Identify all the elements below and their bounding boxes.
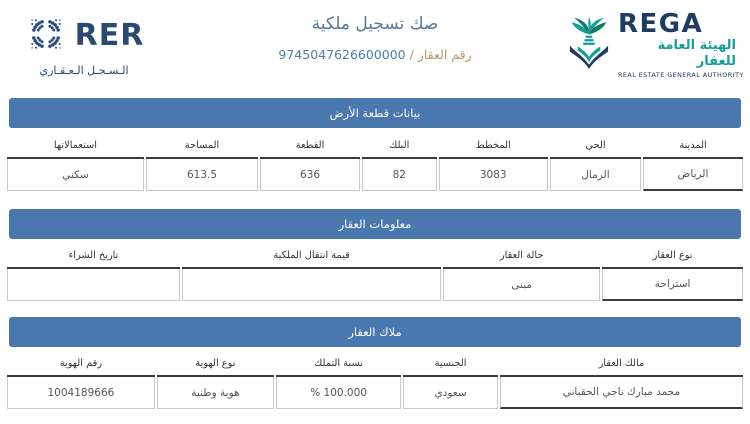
cell-district: الرمال [550,159,641,191]
rer-logo-arabic: الـسـجـل الـعـقـاري [39,64,129,77]
cell-property-type: استراحة [602,269,743,301]
land-table-data-row [7,159,743,191]
property-number-line [235,47,515,62]
page-title: صك تسجيل ملكية [311,14,439,34]
column-header-city: المدينة [643,134,743,159]
column-header-plan: المخطط [439,134,548,159]
property-number-value: 9745047626600000 [278,47,406,62]
property-number-label: رقم العقار / [409,47,472,62]
cell-uses: سكني [7,159,144,191]
rer-dots-icon [24,12,68,60]
column-header-ownership-percent: نسبة التملك [276,352,401,377]
cell-transfer-value [182,269,441,301]
column-header-uses: استعمالاتها [7,134,144,159]
rega-logo-english: REAL ESTATE GENERAL AUTHORITY [618,71,744,80]
cell-id-type: هوية وطنية [157,377,274,409]
section-header-land-parcel-data: بيانات قطعة الأرض [9,98,741,128]
land-table-header-row [7,134,743,159]
section-header-property-info: معلومات العقار [9,209,741,239]
column-header-nationality: الجنسية [403,352,498,377]
column-header-block: البلك [362,134,437,159]
land-parcel-table [5,134,745,191]
column-header-id-number: رقم الهوية [7,352,155,377]
cell-plan: 3083 [439,159,548,191]
column-header-property-type: نوع العقار [602,244,743,269]
cell-purchase-date [7,269,180,301]
cell-parcel: 636 [260,159,360,191]
info-table-data-row [7,269,743,301]
column-header-area: المساحة [146,134,258,159]
cell-id-number: 1004189666 [7,377,155,409]
cell-property-status: مبنى [443,269,600,301]
owners-table-header-row [7,352,743,377]
rer-logo [16,12,152,77]
column-header-id-type: نوع الهوية [157,352,274,377]
info-table-header-row [7,244,743,269]
cell-area: 613.5 [146,159,258,191]
rega-logo-arabic: الهيئة العامة للعقار [657,38,736,69]
cell-nationality: سعودي [403,377,498,409]
rega-logo [563,9,744,80]
column-header-parcel: القطعة [260,134,360,159]
column-header-district: الحي [550,134,641,159]
rer-logo-name: RER [74,18,145,53]
cell-owner-name: محمد مبارك ناجي الحقباني [500,377,743,409]
cell-city: الرياض [643,159,743,191]
section-header-property-owners: ملاك العقار [9,317,741,347]
cell-ownership-percent: % 100.000 [276,377,401,409]
rer-logo-top [16,12,152,60]
rega-logo-name: REGA [618,9,704,39]
property-info-table [5,244,745,301]
column-header-property-status: حالة العقار [443,244,600,269]
rega-logo-text [618,9,744,80]
rega-palm-icon [563,15,615,75]
column-header-transfer-value: قيمة انتقال الملكية [182,244,441,269]
property-owners-table [5,352,745,409]
column-header-purchase-date: تاريخ الشراء [7,244,180,269]
owners-table-data-row [7,377,743,409]
cell-block: 82 [362,159,437,191]
column-header-owner: مالك العقار [500,352,743,377]
title-block [235,14,515,62]
